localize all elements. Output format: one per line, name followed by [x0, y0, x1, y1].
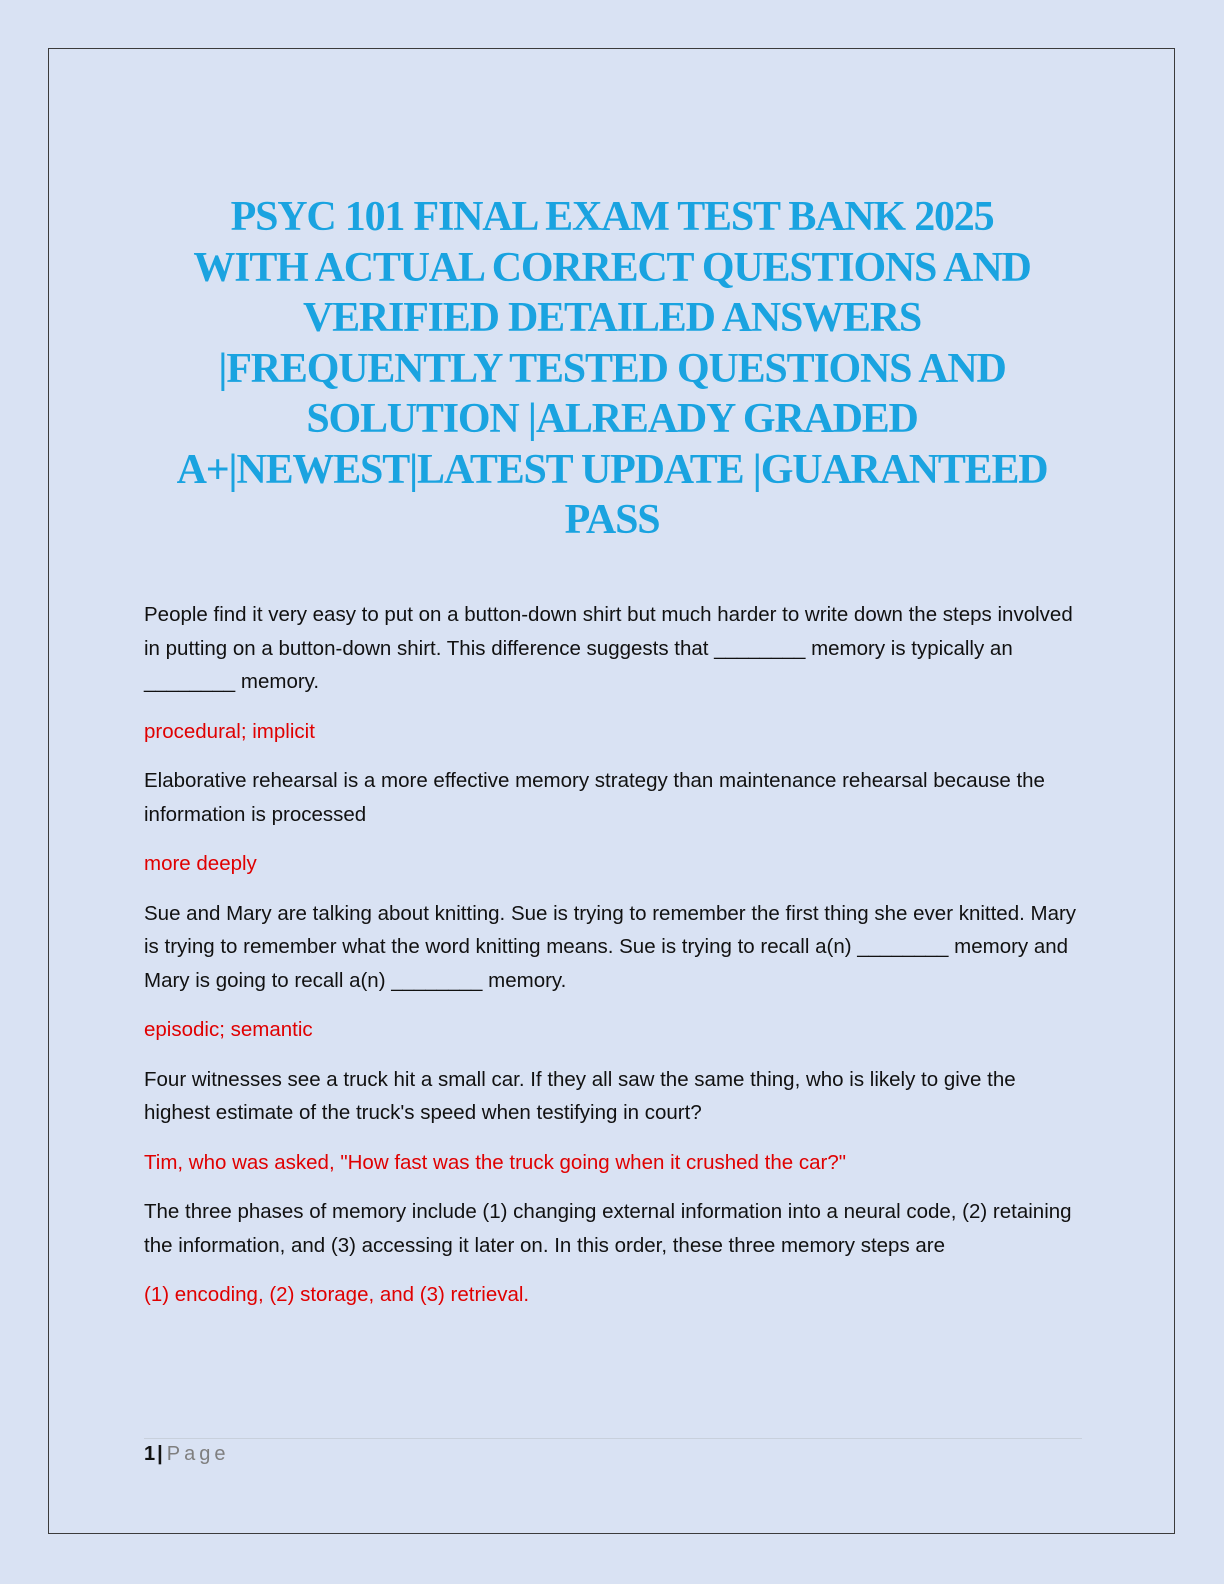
title-line: VERIFIED DETAILED ANSWERS	[302, 295, 922, 341]
title-line: |FREQUENTLY TESTED QUESTIONS AND	[218, 345, 1006, 392]
page-label: Page	[166, 1443, 230, 1465]
question-3: Sue and Mary are talking about knitting. Sue is trying to remember the first thing she ever knitted. Mary is trying to remember what the word knitting means. Sue is trying to recall a(n) ________ memory and Mary is going to recall a(n) ________ memory.	[144, 901, 1077, 992]
qa-list	[144, 598, 1084, 1328]
page-number: 1	[144, 1443, 156, 1465]
title-line: WITH ACTUAL CORRECT QUESTIONS AND	[193, 244, 1031, 291]
answer-3: episodic; semantic	[144, 1018, 313, 1041]
document-title	[130, 192, 1094, 546]
answer-4: Tim, who was asked, "How fast was the truck going when it crushed the car?"	[144, 1150, 846, 1174]
question-5: The three phases of memory include (1) changing external information into a neural code, (2) retaining the information, and (3) accessing it later on. In this order, these three memory steps are	[144, 1200, 1072, 1257]
answer-2: more deeply	[144, 852, 257, 875]
answer-1: procedural; implicit	[144, 719, 315, 743]
title-line: PASS	[564, 497, 660, 543]
question-4: Four witnesses see a truck hit a small car. If they all saw the same thing, who is likely to give the highest estimate of the truck's speed when testifying in court?	[144, 1067, 1016, 1124]
footer-divider	[144, 1438, 1082, 1439]
question-1: People find it very easy to put on a button-down shirt but much harder to write down the steps involved in putting on a button-down shirt. This difference suggests that ________ memory is typically an ________ memory.	[144, 603, 1073, 693]
question-2: Elaborative rehearsal is a more effective memory strategy than maintenance rehearsal because the information is processed	[144, 769, 1045, 826]
footer-separator: |	[157, 1443, 163, 1465]
title-line: SOLUTION |ALREADY GRADED	[306, 396, 918, 442]
title-line: PSYC 101 FINAL EXAM TEST BANK 2025	[230, 194, 994, 240]
title-line: A+|NEWEST|LATEST UPDATE |GUARANTEED	[176, 446, 1048, 493]
page-footer	[144, 1440, 229, 1468]
answer-5: (1) encoding, (2) storage, and (3) retrieval.	[144, 1283, 530, 1306]
